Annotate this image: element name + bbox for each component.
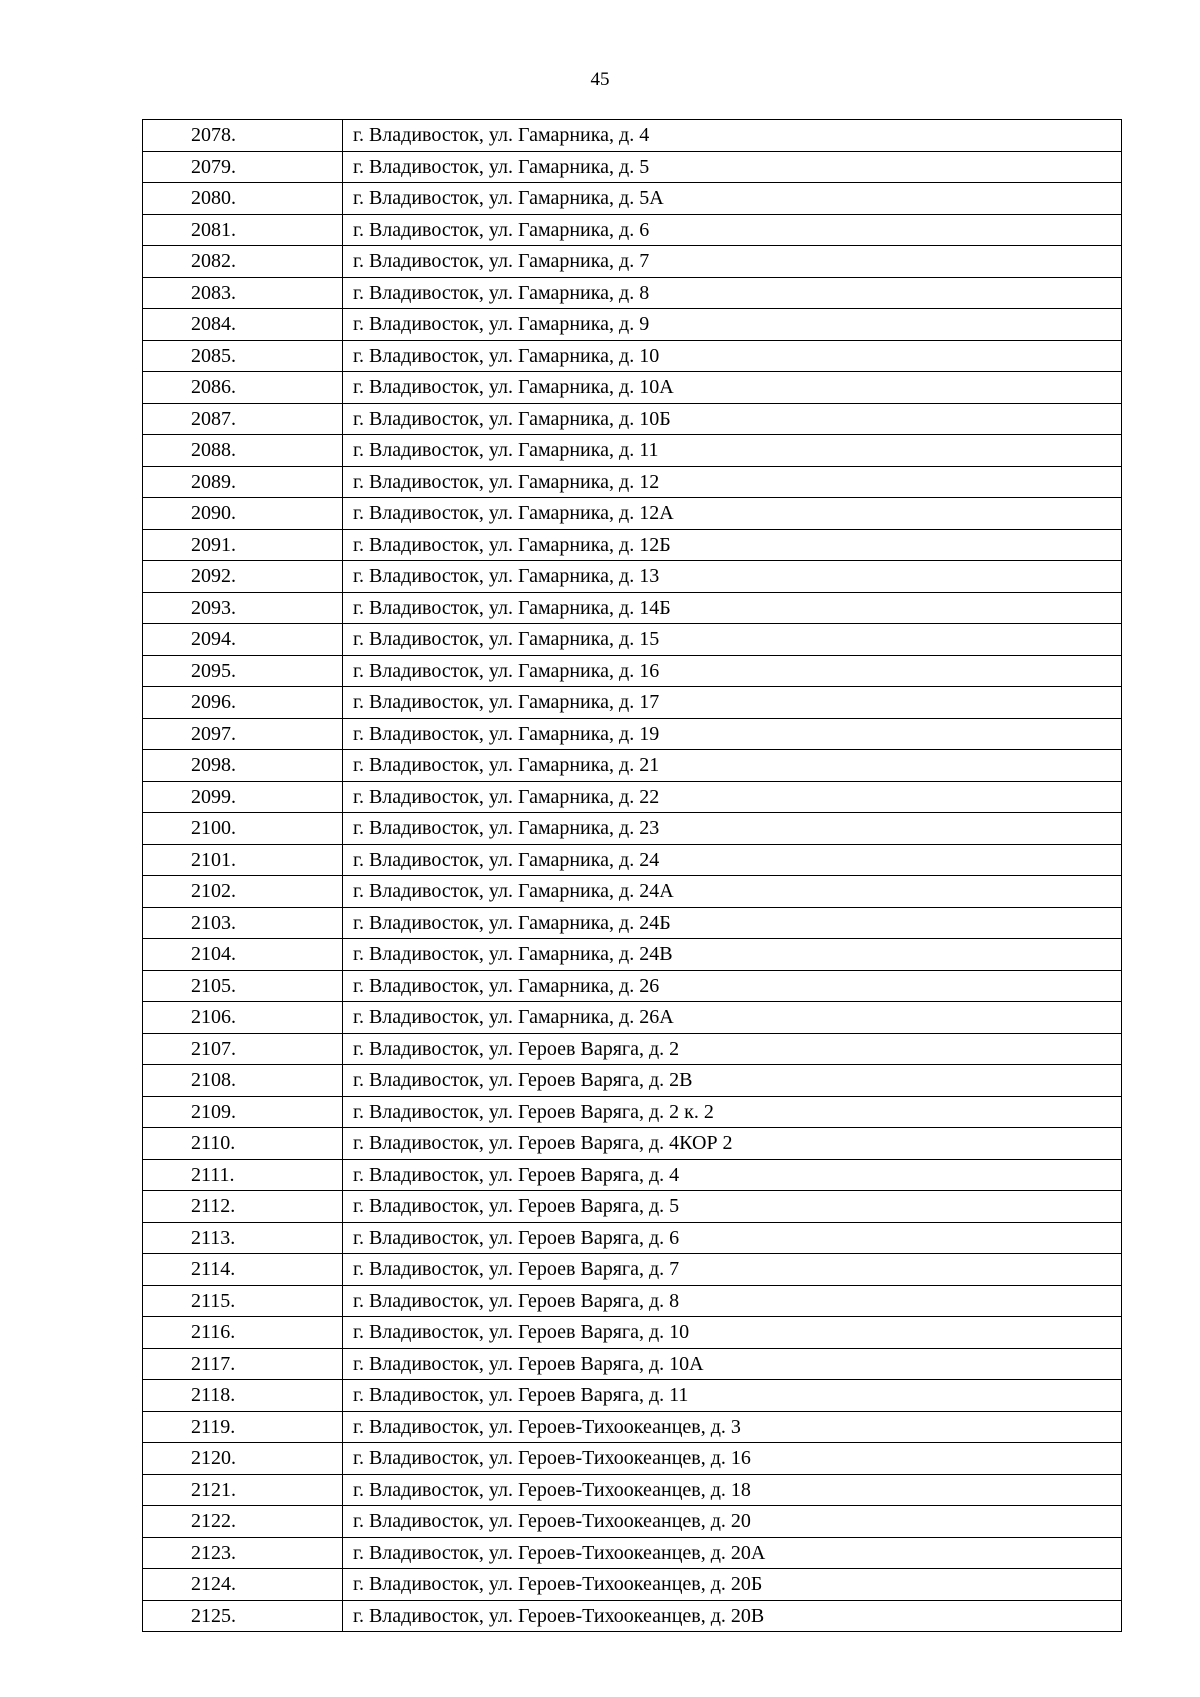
row-number-cell: 2083. [143,277,343,309]
table-row [143,1317,1122,1349]
address-cell: г. Владивосток, ул. Гамарника, д. 24А [343,876,1122,908]
table-row [143,403,1122,435]
address-cell: г. Владивосток, ул. Героев-Тихоокеанцев, д. 20 [343,1506,1122,1538]
table-row [143,1411,1122,1443]
table-row [143,1474,1122,1506]
table-row [143,277,1122,309]
table-row [143,1128,1122,1160]
table-row [143,466,1122,498]
table-row [143,655,1122,687]
address-cell: г. Владивосток, ул. Гамарника, д. 24Б [343,907,1122,939]
row-number-cell: 2081. [143,214,343,246]
row-number-cell: 2093. [143,592,343,624]
row-number-cell: 2115. [143,1285,343,1317]
address-cell: г. Владивосток, ул. Героев-Тихоокеанцев, д. 16 [343,1443,1122,1475]
address-cell: г. Владивосток, ул. Гамарника, д. 12А [343,498,1122,530]
address-cell: г. Владивосток, ул. Гамарника, д. 26 [343,970,1122,1002]
row-number-cell: 2079. [143,151,343,183]
address-cell: г. Владивосток, ул. Гамарника, д. 9 [343,309,1122,341]
table-row [143,529,1122,561]
table-row [143,372,1122,404]
address-cell: г. Владивосток, ул. Гамарника, д. 6 [343,214,1122,246]
row-number-cell: 2085. [143,340,343,372]
address-cell: г. Владивосток, ул. Гамарника, д. 7 [343,246,1122,278]
row-number-cell: 2116. [143,1317,343,1349]
table-row [143,1569,1122,1601]
table-row [143,1600,1122,1632]
table-row [143,1159,1122,1191]
table-row [143,1348,1122,1380]
table-row [143,750,1122,782]
row-number-cell: 2082. [143,246,343,278]
address-cell: г. Владивосток, ул. Героев-Тихоокеанцев, д. 3 [343,1411,1122,1443]
table-row [143,1537,1122,1569]
address-cell: г. Владивосток, ул. Героев Варяга, д. 2 к. 2 [343,1096,1122,1128]
table-row [143,561,1122,593]
address-cell: г. Владивосток, ул. Гамарника, д. 10Б [343,403,1122,435]
page-number: 45 [590,69,610,90]
address-cell: г. Владивосток, ул. Гамарника, д. 10 [343,340,1122,372]
table-row [143,1191,1122,1223]
address-cell: г. Владивосток, ул. Героев Варяга, д. 11 [343,1380,1122,1412]
table-row [143,718,1122,750]
row-number-cell: 2107. [143,1033,343,1065]
address-cell: г. Владивосток, ул. Гамарника, д. 15 [343,624,1122,656]
table-row [143,624,1122,656]
table-row [143,1222,1122,1254]
row-number-cell: 2098. [143,750,343,782]
row-number-cell: 2095. [143,655,343,687]
table-row [143,309,1122,341]
row-number-cell: 2084. [143,309,343,341]
row-number-cell: 2086. [143,372,343,404]
address-cell: г. Владивосток, ул. Гамарника, д. 21 [343,750,1122,782]
row-number-cell: 2091. [143,529,343,561]
address-cell: г. Владивосток, ул. Героев Варяга, д. 2 [343,1033,1122,1065]
table-row [143,120,1122,152]
address-cell: г. Владивосток, ул. Героев Варяга, д. 2В [343,1065,1122,1097]
row-number-cell: 2117. [143,1348,343,1380]
address-table [142,119,1122,1632]
address-cell: г. Владивосток, ул. Гамарника, д. 12 [343,466,1122,498]
table-row [143,907,1122,939]
row-number-cell: 2108. [143,1065,343,1097]
address-cell: г. Владивосток, ул. Героев-Тихоокеанцев, д. 18 [343,1474,1122,1506]
row-number-cell: 2088. [143,435,343,467]
address-cell: г. Владивосток, ул. Гамарника, д. 19 [343,718,1122,750]
table-row [143,781,1122,813]
row-number-cell: 2123. [143,1537,343,1569]
table-row [143,1002,1122,1034]
row-number-cell: 2120. [143,1443,343,1475]
address-cell: г. Владивосток, ул. Гамарника, д. 8 [343,277,1122,309]
row-number-cell: 2106. [143,1002,343,1034]
address-cell: г. Владивосток, ул. Героев-Тихоокеанцев, д. 20Б [343,1569,1122,1601]
address-cell: г. Владивосток, ул. Гамарника, д. 22 [343,781,1122,813]
table-row [143,340,1122,372]
row-number-cell: 2089. [143,466,343,498]
table-row [143,1285,1122,1317]
address-cell: г. Владивосток, ул. Героев Варяга, д. 5 [343,1191,1122,1223]
row-number-cell: 2124. [143,1569,343,1601]
address-cell: г. Владивосток, ул. Героев Варяга, д. 4 [343,1159,1122,1191]
table-row [143,1096,1122,1128]
table-row [143,214,1122,246]
table-row [143,151,1122,183]
row-number-cell: 2121. [143,1474,343,1506]
table-row [143,435,1122,467]
address-cell: г. Владивосток, ул. Героев Варяга, д. 10 [343,1317,1122,1349]
row-number-cell: 2109. [143,1096,343,1128]
address-cell: г. Владивосток, ул. Гамарника, д. 17 [343,687,1122,719]
row-number-cell: 2103. [143,907,343,939]
table-row [143,498,1122,530]
row-number-cell: 2078. [143,120,343,152]
address-cell: г. Владивосток, ул. Гамарника, д. 16 [343,655,1122,687]
row-number-cell: 2092. [143,561,343,593]
table-row [143,1033,1122,1065]
address-cell: г. Владивосток, ул. Гамарника, д. 12Б [343,529,1122,561]
row-number-cell: 2099. [143,781,343,813]
table-row [143,246,1122,278]
row-number-cell: 2101. [143,844,343,876]
row-number-cell: 2080. [143,183,343,215]
address-cell: г. Владивосток, ул. Гамарника, д. 10А [343,372,1122,404]
row-number-cell: 2090. [143,498,343,530]
row-number-cell: 2105. [143,970,343,1002]
address-table-body [143,120,1122,1632]
address-cell: г. Владивосток, ул. Гамарника, д. 26А [343,1002,1122,1034]
row-number-cell: 2096. [143,687,343,719]
table-row [143,844,1122,876]
table-row [143,183,1122,215]
address-cell: г. Владивосток, ул. Героев Варяга, д. 8 [343,1285,1122,1317]
row-number-cell: 2100. [143,813,343,845]
table-row [143,592,1122,624]
address-cell: г. Владивосток, ул. Героев Варяга, д. 10А [343,1348,1122,1380]
table-row [143,1065,1122,1097]
row-number-cell: 2122. [143,1506,343,1538]
address-cell: г. Владивосток, ул. Гамарника, д. 4 [343,120,1122,152]
address-cell: г. Владивосток, ул. Гамарника, д. 23 [343,813,1122,845]
table-row [143,876,1122,908]
row-number-cell: 2119. [143,1411,343,1443]
address-cell: г. Владивосток, ул. Гамарника, д. 14Б [343,592,1122,624]
table-row [143,813,1122,845]
table-row [143,687,1122,719]
row-number-cell: 2110. [143,1128,343,1160]
address-cell: г. Владивосток, ул. Гамарника, д. 11 [343,435,1122,467]
table-row [143,1443,1122,1475]
address-cell: г. Владивосток, ул. Героев-Тихоокеанцев, д. 20В [343,1600,1122,1632]
address-cell: г. Владивосток, ул. Гамарника, д. 13 [343,561,1122,593]
address-cell: г. Владивосток, ул. Героев Варяга, д. 6 [343,1222,1122,1254]
row-number-cell: 2113. [143,1222,343,1254]
row-number-cell: 2118. [143,1380,343,1412]
address-cell: г. Владивосток, ул. Героев Варяга, д. 4КОР 2 [343,1128,1122,1160]
table-row [143,1254,1122,1286]
address-cell: г. Владивосток, ул. Героев-Тихоокеанцев, д. 20А [343,1537,1122,1569]
row-number-cell: 2112. [143,1191,343,1223]
table-row [143,1506,1122,1538]
address-cell: г. Владивосток, ул. Гамарника, д. 24В [343,939,1122,971]
row-number-cell: 2111. [143,1159,343,1191]
row-number-cell: 2125. [143,1600,343,1632]
address-cell: г. Владивосток, ул. Гамарника, д. 5 [343,151,1122,183]
table-row [143,1380,1122,1412]
row-number-cell: 2097. [143,718,343,750]
row-number-cell: 2104. [143,939,343,971]
table-row [143,939,1122,971]
row-number-cell: 2087. [143,403,343,435]
row-number-cell: 2114. [143,1254,343,1286]
address-cell: г. Владивосток, ул. Героев Варяга, д. 7 [343,1254,1122,1286]
row-number-cell: 2102. [143,876,343,908]
address-cell: г. Владивосток, ул. Гамарника, д. 24 [343,844,1122,876]
address-cell: г. Владивосток, ул. Гамарника, д. 5А [343,183,1122,215]
table-row [143,970,1122,1002]
row-number-cell: 2094. [143,624,343,656]
